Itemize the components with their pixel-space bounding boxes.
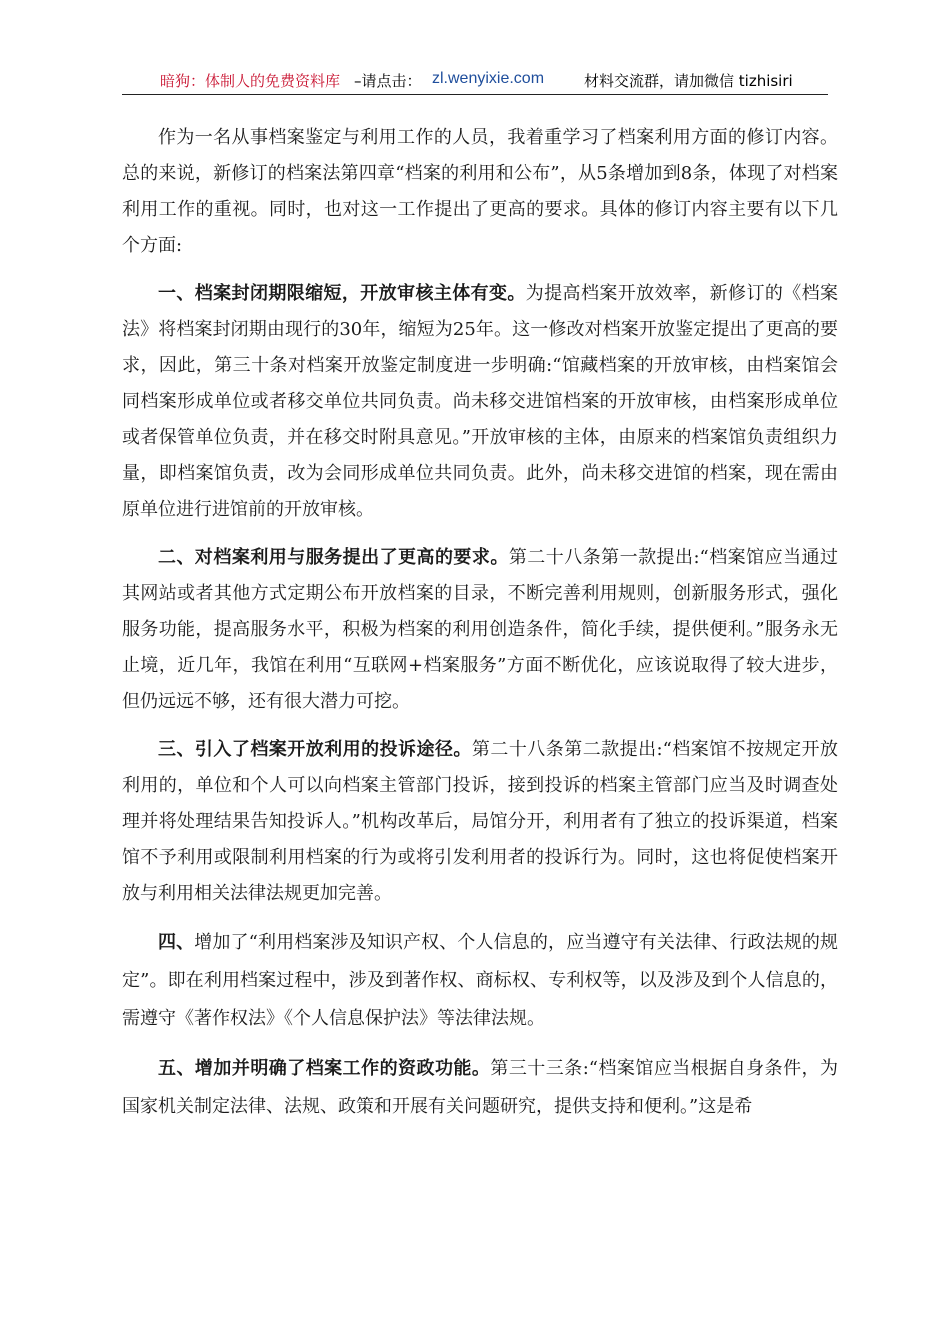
paragraph-text: 作为一名从事档案鉴定与利用工作的人员，我着重学习了档案利用方面的修订内容。总的来说，新修订的档案法第四章“档案的利用和公布”，从5条增加到8条，体现了对档案利用工作的重视。同时，也对这一工作提出了更高的要求。具体的修订内容主要有以下几个方面:	[122, 127, 838, 256]
paragraph-point-3	[122, 732, 838, 912]
paragraph-text: 增加了“利用档案涉及知识产权、个人信息的，应当遵守有关法律、行政法规的规定”。即在利用档案过程中，涉及到著作权、商标权、专利权等，以及涉及到个人信息的，需遵守《著作权法》《个人信息保护法》等法律法规。	[122, 932, 839, 1029]
paragraph-intro	[122, 120, 838, 264]
header-group-note: 材料交流群，请加微信 tizhisiri	[584, 72, 793, 90]
paragraph-text: 第二十八条第一款提出:“档案馆应当通过其网站或者其他方式定期公布开放档案的目录，不断完善利用规则，创新服务形式，强化服务功能，提高服务水平，积极为档案的利用创造条件，简化手续，提供便利。”服务永无止境，近几年，我馆在利用“互联网+档案服务”方面不断优化，应该说取得了较大进步，但仍远远不够，还有很大潜力可挖。	[122, 547, 839, 712]
paragraph-point-5	[122, 1050, 838, 1126]
paragraph-point-4	[122, 924, 838, 1038]
header-divider	[122, 94, 828, 95]
page-header	[122, 68, 828, 94]
header-click-prompt: –请点击：	[354, 72, 422, 90]
paragraph-point-1	[122, 276, 838, 528]
paragraph-point-2	[122, 540, 838, 720]
paragraph-heading: 二、对档案利用与服务提出了更高的要求。	[158, 547, 509, 568]
paragraph-text: 第二十八条第二款提出:“档案馆不按规定开放利用的，单位和个人可以向档案主管部门投诉，接到投诉的档案主管部门应当及时调查处理并将处理结果告知投诉人。”机构改革后，局馆分开，利用者有了独立的投诉渠道，档案馆不予利用或限制利用档案的行为或将引发利用者的投诉行为。同时，这也将促使档案开放与利用相关法律法规更加完善。	[122, 739, 839, 904]
document-body	[122, 120, 838, 1138]
header-url-link[interactable]: zl.wenyixie.com	[432, 70, 545, 87]
paragraph-heading: 一、档案封闭期限缩短，开放审核主体有变。	[158, 283, 526, 304]
header-brand: 暗狗：体制人的免费资料库	[160, 72, 341, 90]
paragraph-text: 为提高档案开放效率，新修订的《档案法》将档案封闭期由现行的30年，缩短为25年。这一修改对档案开放鉴定提出了更高的要求，因此，第三十条对档案开放鉴定制度进一步明确:“馆藏档案的开放审核，由档案馆会同档案形成单位或者移交单位共同负责。尚未移交进馆档案的开放审核，由档案形成单位或者保管单位负责，并在移交时附具意见。”开放审核的主体，由原来的档案馆负责组织力量，即档案馆负责，改为会同形成单位共同负责。此外，尚未移交进馆的档案，现在需由原单位进行进馆前的开放审核。	[122, 283, 839, 520]
paragraph-heading: 五、增加并明确了档案工作的资政功能。	[158, 1058, 491, 1079]
paragraph-text: 第三十三条:“档案馆应当根据自身条件，为国家机关制定法律、法规、政策和开展有关问题研究，提供支持和便利。”这是希	[122, 1058, 839, 1117]
paragraph-heading: 三、引入了档案开放利用的投诉途径。	[158, 739, 472, 760]
paragraph-heading: 四、	[158, 932, 195, 953]
